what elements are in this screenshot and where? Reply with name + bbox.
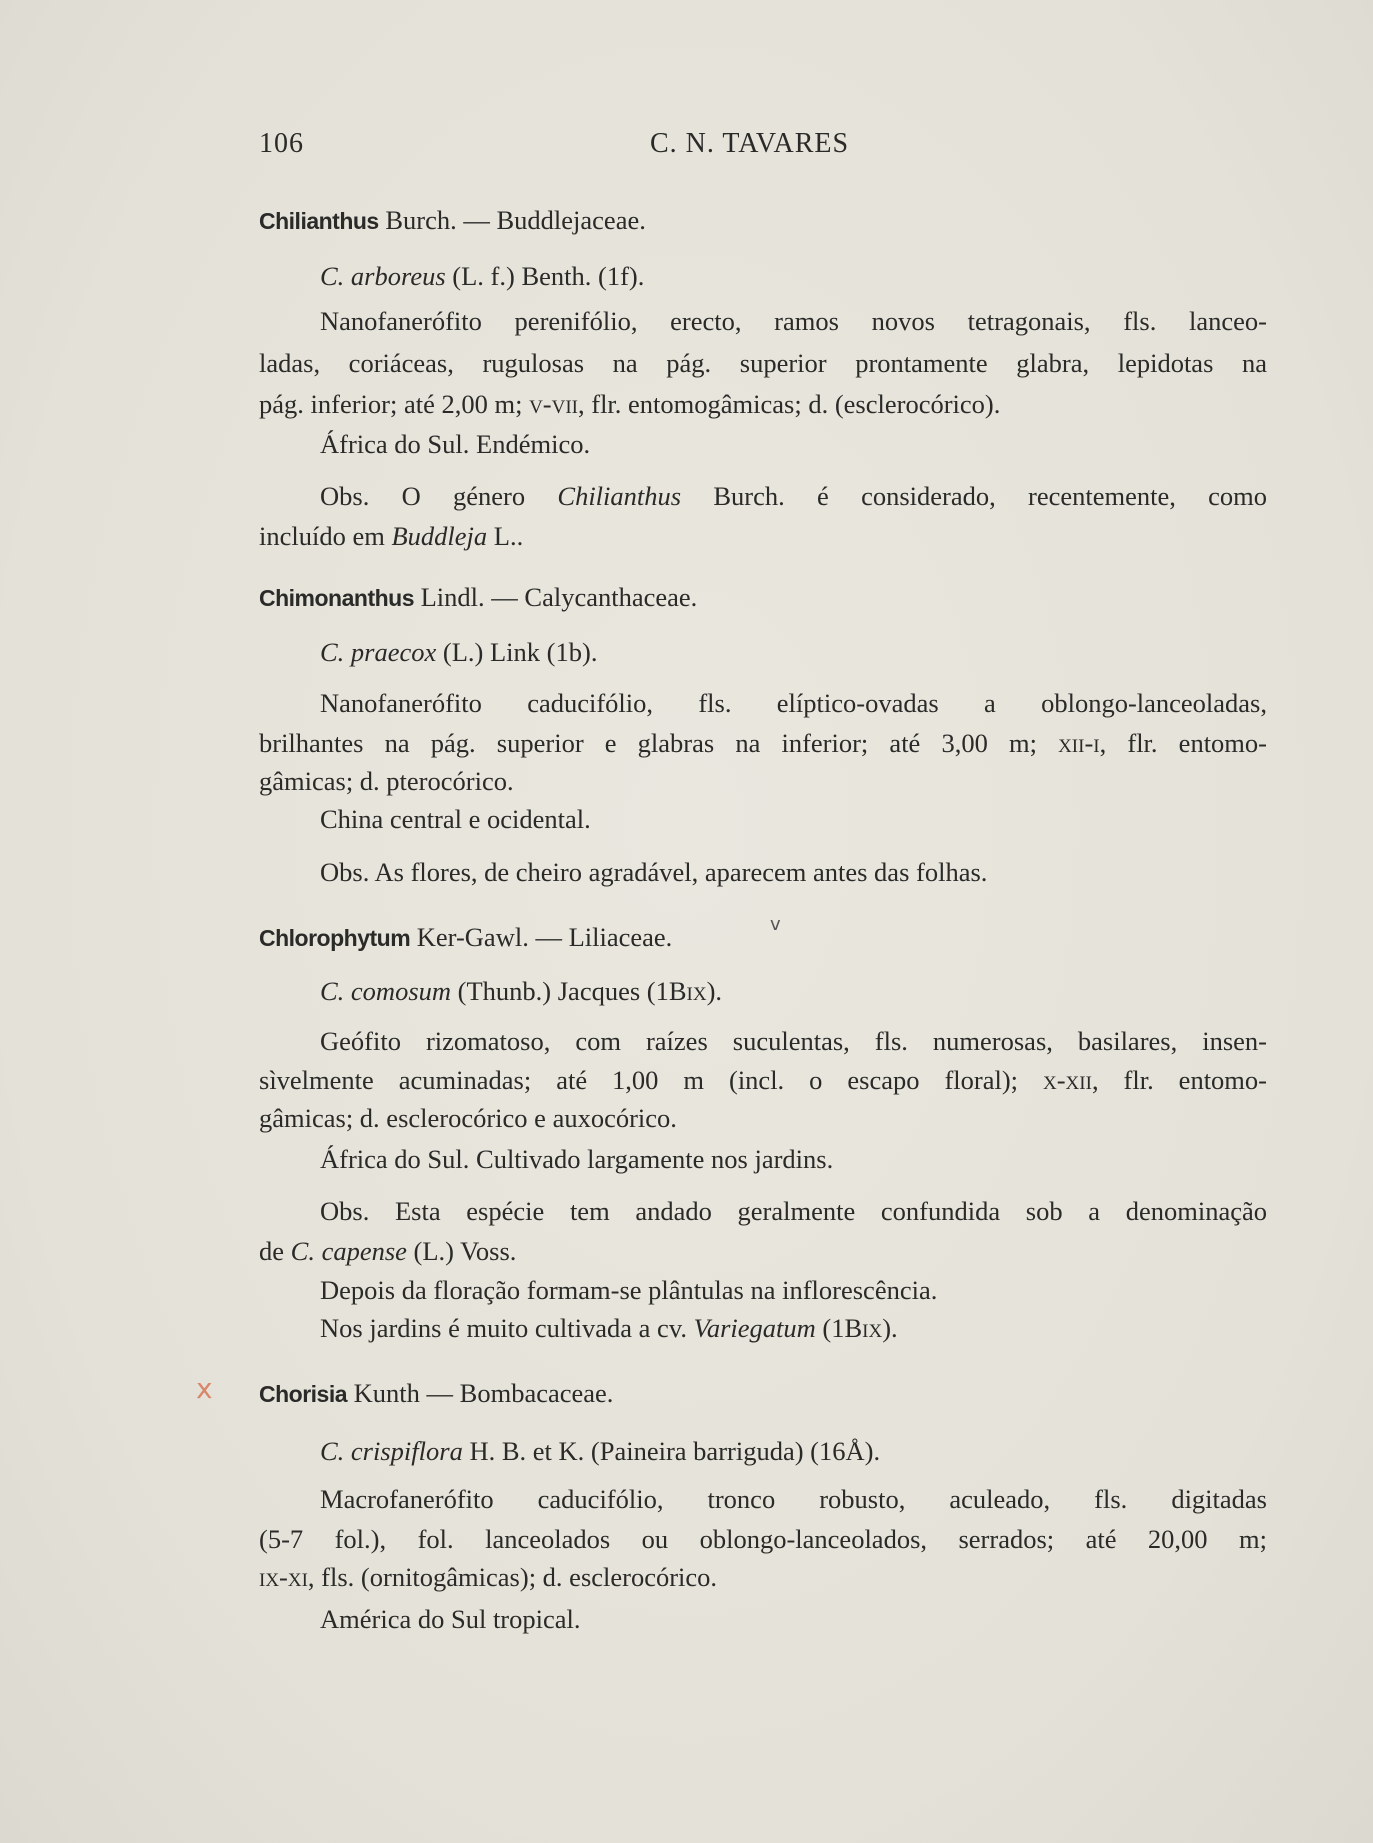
text-line (259, 1234, 1267, 1268)
text-line (259, 1376, 1267, 1411)
text: Geófito rizomatoso, com raízes suculentas, fls. numerosas, basilares, insen- (320, 1026, 1267, 1056)
text-line (259, 920, 1267, 955)
running-title: C. N. TAVARES (650, 128, 850, 159)
text-line (320, 1434, 1267, 1468)
text-line (259, 519, 1267, 553)
text: Kunth — Bombacaceae. (347, 1378, 614, 1408)
text-line (259, 726, 1267, 760)
text: Burch. — Buddlejaceae. (378, 205, 646, 235)
italic-text: C. comosum (320, 976, 452, 1006)
small-caps-text: ix (686, 976, 707, 1006)
text-line (320, 1602, 1267, 1636)
text-line (320, 855, 1267, 889)
text: gâmicas; d. pterocórico. (259, 766, 514, 796)
text: (L. f.) Benth. (1f). (445, 261, 645, 291)
text-line (259, 580, 1267, 615)
text-line (320, 974, 1267, 1008)
text: Obs. As flores, de cheiro agradável, aparecem antes das folhas. (320, 857, 988, 887)
text: (5-7 fol.), fol. lanceolados ou oblongo-lanceolados, serrados; até 20,00 m; (259, 1524, 1267, 1554)
small-caps-text: xii-i (1058, 728, 1100, 758)
text: L.. (487, 521, 524, 551)
text: gâmicas; d. esclerocórico e auxocórico. (259, 1103, 677, 1133)
text: , flr. entomo- (1099, 728, 1267, 758)
text-line (320, 1024, 1267, 1058)
text: , fls. (ornitogâmicas); d. esclerocórico. (307, 1562, 718, 1592)
genus-name: Chlorophytum (259, 925, 411, 951)
text-line (259, 764, 1267, 798)
text-line (320, 479, 1267, 513)
text: África do Sul. Cultivado largamente nos jardins. (320, 1144, 834, 1174)
page-number: 106 (259, 128, 304, 159)
text: Obs. O género (320, 481, 558, 511)
text-line (320, 802, 1267, 836)
text: Obs. Esta espécie tem andado geralmente confundida sob a denominação (320, 1196, 1267, 1226)
italic-text: C. capense (290, 1236, 407, 1266)
text: América do Sul tropical. (320, 1604, 581, 1634)
text-line (259, 387, 1267, 421)
text: (1B (815, 1313, 863, 1343)
text: (L.) Voss. (406, 1236, 517, 1266)
text: Macrofanerófito caducifólio, tronco robusto, aculeado, fls. digitadas (320, 1484, 1267, 1514)
text: , flr. entomogâmicas; d. (esclerocórico). (578, 389, 1001, 419)
text: , flr. entomo- (1091, 1065, 1267, 1095)
text-line (259, 346, 1267, 380)
small-caps-text: ix (862, 1313, 883, 1343)
italic-text: Variegatum (693, 1313, 816, 1343)
text-line (320, 259, 1267, 293)
red-x-mark-icon: x (196, 1372, 213, 1405)
text: Lindl. — Calycanthaceae. (414, 582, 698, 612)
text: H. B. et K. (Paineira barriguda) (16Å). (462, 1436, 881, 1466)
text-line (320, 1273, 1267, 1307)
small-caps-text: v-vii (529, 389, 578, 419)
text-line (320, 1482, 1267, 1516)
text: Burch. é considerado, recentemente, como (681, 481, 1268, 511)
italic-text: C. praecox (320, 637, 437, 667)
text: Ker-Gawl. — Liliaceae. (410, 922, 673, 952)
small-caps-text: ix-xi (259, 1562, 308, 1592)
text-line (259, 203, 1267, 238)
italic-text: Chilianthus (557, 481, 682, 511)
genus-name: Chilianthus (259, 208, 379, 234)
text-line (259, 1063, 1267, 1097)
text: (Thunb.) Jacques (1B (451, 976, 687, 1006)
text-line (320, 427, 1267, 461)
text: África do Sul. Endémico. (320, 429, 591, 459)
text: sìvelmente acuminadas; até 1,00 m (incl. o escapo floral); (259, 1065, 1044, 1095)
genus-name: Chimonanthus (259, 585, 414, 611)
text: ladas, coriáceas, rugulosas na pág. superior prontamente glabra, lepidotas na (259, 348, 1267, 378)
italic-text: C. arboreus (320, 261, 446, 291)
check-mark-icon: v (770, 914, 781, 935)
text: Depois da floração formam-se plântulas na inflorescência. (320, 1275, 938, 1305)
italic-text: C. crispiflora (320, 1436, 463, 1466)
text: Nanofanerófito caducifólio, fls. elíptico-ovadas a oblongo-lanceoladas, (320, 688, 1267, 718)
text-line (320, 1311, 1267, 1345)
text-line (259, 1560, 1267, 1594)
text: brilhantes na pág. superior e glabras na inferior; até 3,00 m; (259, 728, 1059, 758)
text-line (320, 686, 1267, 720)
text: Nos jardins é muito cultivada a cv. (320, 1313, 694, 1343)
text: pág. inferior; até 2,00 m; (259, 389, 530, 419)
text: de (259, 1236, 291, 1266)
text: China central e ocidental. (320, 804, 591, 834)
text: incluído em (259, 521, 392, 551)
text: ). (882, 1313, 898, 1343)
text-line (320, 635, 1267, 669)
text-line (320, 1194, 1267, 1228)
text: ). (706, 976, 723, 1006)
text: (L.) Link (1b). (436, 637, 598, 667)
genus-name: Chorisia (259, 1381, 348, 1407)
text-line (320, 304, 1267, 338)
italic-text: Buddleja (391, 521, 488, 551)
text-line (259, 1522, 1267, 1556)
small-caps-text: x-xii (1043, 1065, 1092, 1095)
text-line (320, 1142, 1267, 1176)
text: Nanofanerófito perenifólio, erecto, ramos novos tetragonais, fls. lanceo- (320, 306, 1267, 336)
text-line (259, 1101, 1267, 1135)
